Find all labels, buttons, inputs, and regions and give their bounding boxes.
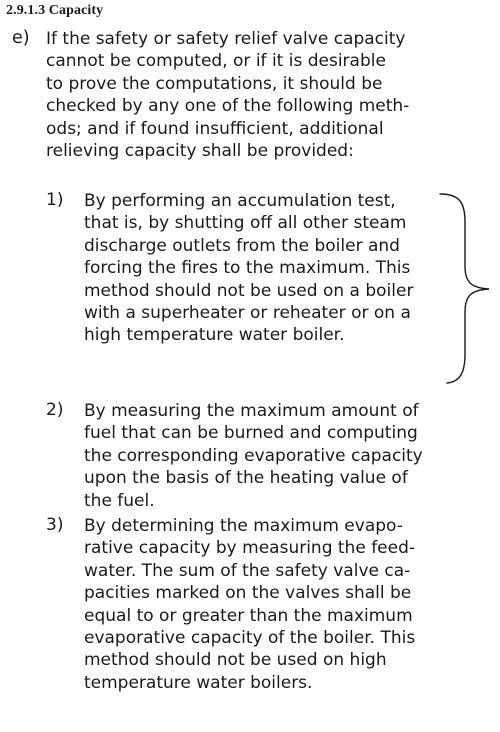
method-2-line: the corresponding evaporative capacity <box>84 445 423 466</box>
method-1-line: forcing the fires to the maximum. This <box>84 258 411 279</box>
method-2-line: By measuring the maximum amount of <box>84 401 419 421</box>
method-1-line: with a superheater or reheater or on a <box>84 303 411 324</box>
method-2-line: upon the basis of the heating value of <box>84 468 408 489</box>
curly-brace-mark <box>437 190 497 386</box>
intro-line: cannot be computed, or if it is desirable <box>46 51 386 72</box>
method-3-line: method should not be used on high <box>84 650 387 671</box>
method-2-number: 2) <box>46 400 64 420</box>
method-3-line: rative capacity by measuring the feed- <box>84 538 416 559</box>
intro-line: If the safety or safety relief valve capacity <box>46 29 406 49</box>
method-3-line: temperature water boilers. <box>84 672 313 693</box>
method-2-line: fuel that can be burned and computing <box>84 423 418 444</box>
method-3-line: pacities marked on the valves shall be <box>84 583 412 604</box>
method-2-paragraph <box>84 400 423 512</box>
section-heading: 2.9.1.3 Capacity <box>6 3 104 18</box>
method-1-line: that is, by shutting off all other steam <box>84 213 407 234</box>
method-3-number: 3) <box>46 515 64 535</box>
intro-line: to prove the computations, it should be <box>46 73 383 94</box>
method-2-line: the fuel. <box>84 490 155 511</box>
method-1-line: method should not be used on a boiler <box>84 280 414 301</box>
method-3-paragraph <box>84 515 415 694</box>
method-1-line: By performing an accumulation test, <box>84 191 396 211</box>
method-1-number: 1) <box>46 190 64 210</box>
method-3-line: water. The sum of the safety valve ca- <box>84 560 411 581</box>
method-3-line: equal to or greater than the maximum <box>84 605 413 626</box>
intro-line: relieving capacity shall be provided: <box>46 141 354 162</box>
method-3-line: By determining the maximum evapo- <box>84 516 403 536</box>
intro-paragraph <box>46 28 409 162</box>
method-1-line: high temperature water boiler. <box>84 325 345 346</box>
method-3-line: evaporative capacity of the boiler. This <box>84 628 416 649</box>
method-1-line: discharge outlets from the boiler and <box>84 235 400 256</box>
intro-line: checked by any one of the following meth- <box>46 96 410 117</box>
method-1-paragraph <box>84 190 413 347</box>
item-letter: e) <box>12 28 30 48</box>
intro-line: ods; and if found insufficient, additional <box>46 118 384 139</box>
